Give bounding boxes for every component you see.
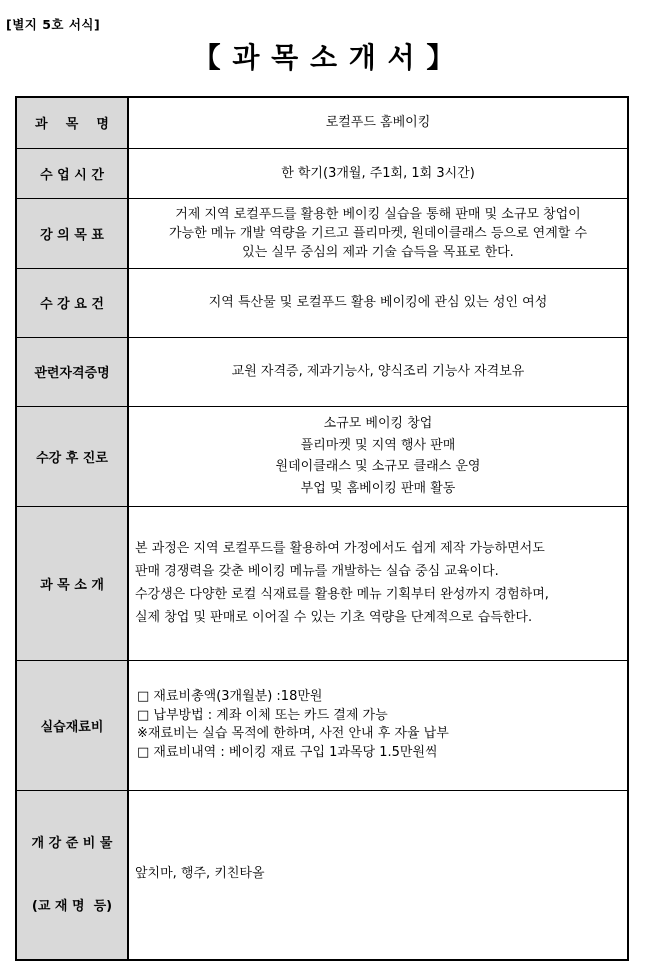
material-fee-list [129, 688, 627, 762]
value-certificates: 교원 자격증, 제과기능사, 양식조리 기능사 자격보유 [128, 337, 628, 406]
goal-line: 있는 실무 중심의 제과 기술 습득을 목표로 한다. [242, 244, 514, 260]
label-supplies-line1: 개 강 준 비 물 [31, 835, 113, 851]
career-item: 부업 및 홈베이킹 판매 활동 [300, 480, 456, 496]
label-supplies-line2: (교 재 명 등) [31, 898, 113, 914]
goal-line: 거제 지역 로컬푸드를 활용한 베이킹 실습을 통해 판매 및 소규모 창업이 [175, 206, 581, 222]
label-lecture-goal: 강 의 목 표 [16, 198, 128, 268]
career-item: 원데이클래스 및 소규모 클래스 운영 [275, 459, 481, 474]
value-class-hours: 한 학기(3개월, 주1회, 1회 3시간) [128, 148, 628, 198]
label-certificates: 관련자격증명 [16, 337, 128, 406]
form-number-tag: [별지 5호 서식] [6, 17, 101, 32]
value-course-description [128, 506, 628, 660]
row-course-description [16, 506, 628, 660]
row-class-hours [16, 148, 628, 198]
label-supplies [16, 790, 128, 960]
description-line: 수강생은 다양한 로컬 식재료를 활용한 메뉴 기획부터 완성까지 경험하며, [135, 587, 549, 602]
description-line: 판매 경쟁력을 갖춘 베이킹 메뉴를 개발하는 실습 중심 교육이다. [135, 564, 499, 579]
label-course-name: 과 목 명 [16, 97, 128, 148]
description-paragraph [129, 537, 627, 629]
career-item: 소규모 베이킹 창업 [323, 416, 433, 431]
label-course-description: 과 목 소 개 [16, 506, 128, 660]
row-lecture-goal [16, 198, 628, 268]
label-requirements: 수 강 요 건 [16, 268, 128, 337]
row-certificates [16, 337, 628, 406]
row-career-path [16, 406, 628, 506]
value-material-fee [128, 660, 628, 790]
label-material-fee: 실습재료비 [16, 660, 128, 790]
payment-method-item: □ 납부방법 : 계좌 이체 또는 카드 결제 가능 [137, 707, 388, 723]
description-line: 실제 창업 및 판매로 이어질 수 있는 기초 역량을 단계적으로 습득한다. [135, 610, 533, 625]
row-material-fee [16, 660, 628, 790]
description-line: 본 과정은 지역 로컬푸드를 활용하여 가정에서도 쉽게 제작 가능하면서도 [135, 541, 545, 556]
value-course-name: 로컬푸드 홈베이킹 [128, 97, 628, 148]
value-career-path [128, 406, 628, 506]
supplies-text: 앞치마, 행주, 키친타올 [135, 866, 265, 882]
value-lecture-goal [128, 198, 628, 268]
goal-line: 가능한 메뉴 개발 역량을 기르고 플리마켓, 원데이클래스 등으로 연계할 수 [168, 225, 588, 241]
fee-total-item: □ 재료비총액(3개월분) :18만원 [137, 689, 323, 704]
label-career-path: 수강 후 진로 [16, 406, 128, 506]
fee-note: ※재료비는 실습 목적에 한하며, 사전 안내 후 자율 납부 [137, 726, 449, 741]
row-supplies [16, 790, 628, 960]
fee-details-item: □ 재료비내역 : 베이킹 재료 구입 1과목당 1.5만원씩 [137, 744, 438, 760]
career-item: 플리마켓 및 지역 행사 판매 [300, 437, 456, 453]
label-class-hours: 수 업 시 간 [16, 148, 128, 198]
value-requirements: 지역 특산물 및 로컬푸드 활용 베이킹에 관심 있는 성인 여성 [128, 268, 628, 337]
value-supplies [128, 790, 628, 960]
row-course-name [16, 97, 628, 148]
course-intro-table [15, 96, 629, 961]
row-requirements [16, 268, 628, 337]
document-title: 【 과 목 소 개 서 】 [192, 41, 456, 74]
